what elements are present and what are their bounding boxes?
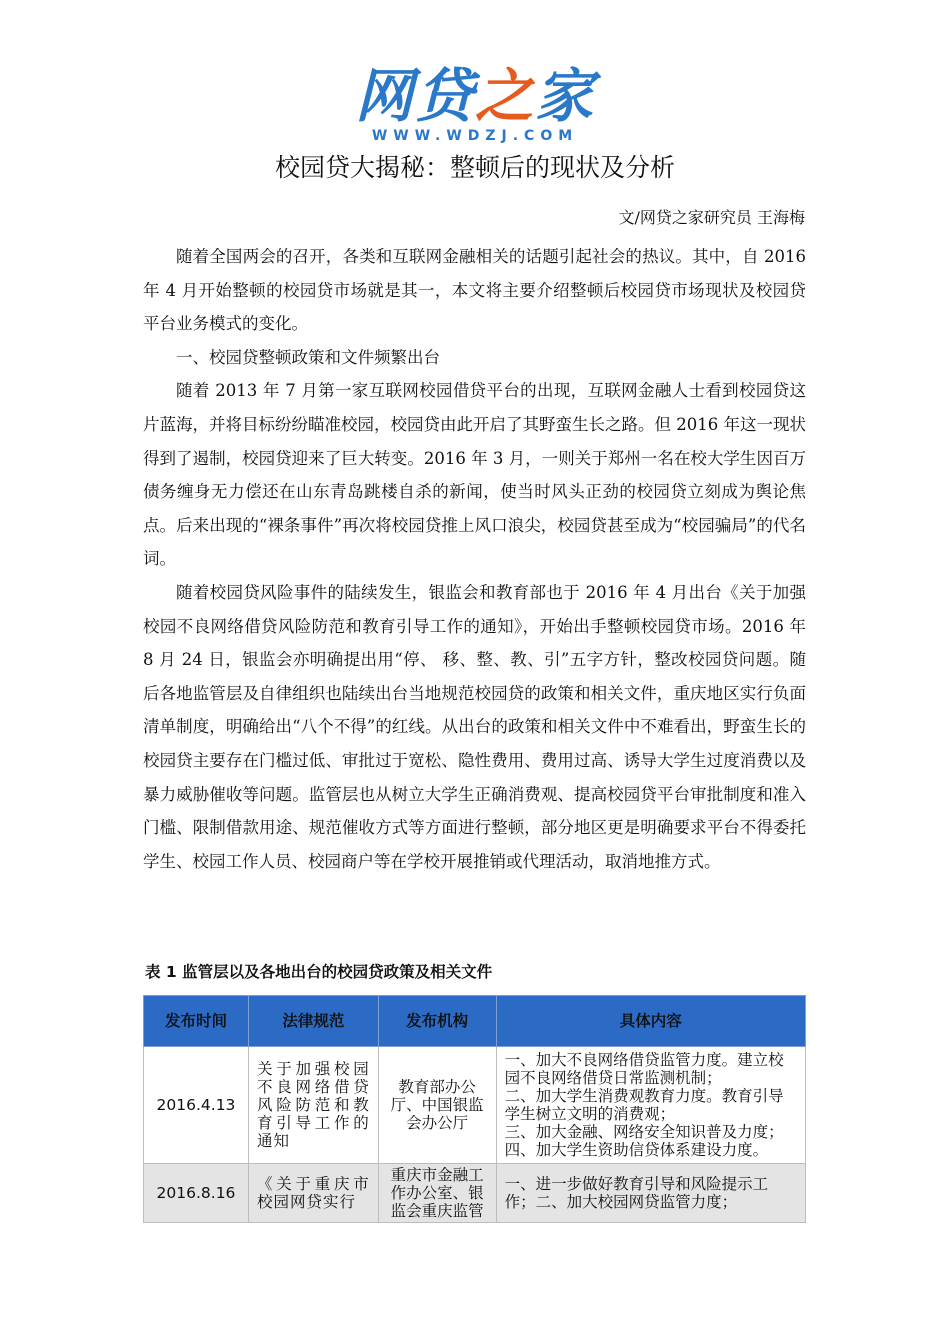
header-rule: 法律规范 [248,996,378,1047]
logo-text-main: 网贷 [354,62,475,130]
header-content: 具体内容 [496,996,805,1047]
cell-agency-text: 重庆市金融工作办公室、银监会重庆监管 [390,1166,484,1220]
cell-content: 一、进一步做好教育引导和风险提示工作；二、加大校园网贷监管力度； [496,1164,805,1223]
cell-rule: 关于加强校园不良网络借贷风险防范和教育引导工作的通知 [248,1047,378,1164]
page-title: 校园贷大揭秘：整顿后的现状及分析 [274,153,675,182]
logo-url: WWW.WDZJ.COM [371,128,579,144]
article-body [143,240,806,878]
cell-agency: 教育部办公厅、中国银监会办公厅 [378,1047,496,1164]
paragraph: 随着全国两会的召开，各类和互联网金融相关的话题引起社会的热议。其中，自 2016 年 4 月开始整顿的校园贷市场就是其一，本文将主要介绍整顿后校园贷市场现状及校园贷平台业务模式的变化。 [143,247,806,334]
cell-agency [378,1164,496,1223]
cell-date: 2016.4.13 [144,1047,249,1164]
paragraph: 随着校园贷风险事件的陆续发生，银监会和教育部也于 2016 年 4 月出台《关于加强校园不良网络借贷风险防范和教育引导工作的通知》，开始出手整顿校园贷市场。2016 年 8 月 24 日，银监会亦明确提出用“停、 移、整、教、引”五字方针，整改校园贷问题。随后各地监管层及自律组织也陆续出台当地规范校园贷的政策和相关文件，重庆地区实行负面清单制度，明确给出“八个不得”的红线。从出台的政策和相关文件中不难看出，野蛮生长的校园贷主要存在门槛过低、审批过于宽松、隐性费用、费用过高、诱导大学生过度消费以及暴力威胁催收等问题。监管层也从树立大学生正确消费观、提高校园贷平台审批制度和准入门槛、限制借款用途、规范催收方式等方面进行整顿，部分地区更是明确要求平台不得委托学生、校园工作人员、校园商户等在学校开展推销或代理活动，取消地推方式。 [143,582,806,871]
header-agency: 发布机构 [378,996,496,1047]
section-heading: 一、校园贷整顿政策和文件频繁出台 [176,347,440,367]
table-header-row [144,996,806,1047]
logo-wordmark [355,60,595,132]
byline: 文/网贷之家研究员 王海梅 [618,208,805,227]
cell-rule-text: 《关于重庆市校园网贷实行 [256,1175,370,1211]
paragraph: 随着 2013 年 7 月第一家互联网校园借贷平台的出现，互联网金融人士看到校园贷这片蓝海，并将目标纷纷瞄准校园，校园贷由此开启了其野蛮生长之路。但 2016 年这一现状得到了遏制，校园贷迎来了巨大转变。2016 年 3 月，一则关于郑州一名在校大学生因百万债务缠身无力偿还在山东青岛跳楼自杀的新闻，使当时风头正劲的校园贷立刻成为舆论焦点。后来出现的“裸条事件”再次将校园贷推上风口浪尖，校园贷甚至成为“校园骗局”的代名词。 [143,381,806,569]
policy-table [143,995,806,1223]
logo-text-end: 家 [535,62,596,130]
logo-text-zhi: 之 [474,62,535,130]
table-caption: 表 1 监管层以及各地出台的校园贷政策及相关文件 [145,963,493,981]
table-row [144,1047,806,1164]
table-row [144,1164,806,1223]
cell-date: 2016.8.16 [144,1164,249,1223]
logo [0,60,950,160]
cell-content: 一、加大不良网络借贷监管力度。建立校园不良网络借贷日常监测机制； 二、加大学生消费观教育力度。教育引导学生树立文明的消费观； 三、加大金融、网络安全知识普及力度； 四、加大学生资助信贷体系建设力度。 [496,1047,805,1164]
header-date: 发布时间 [144,996,249,1047]
cell-rule [248,1164,378,1223]
